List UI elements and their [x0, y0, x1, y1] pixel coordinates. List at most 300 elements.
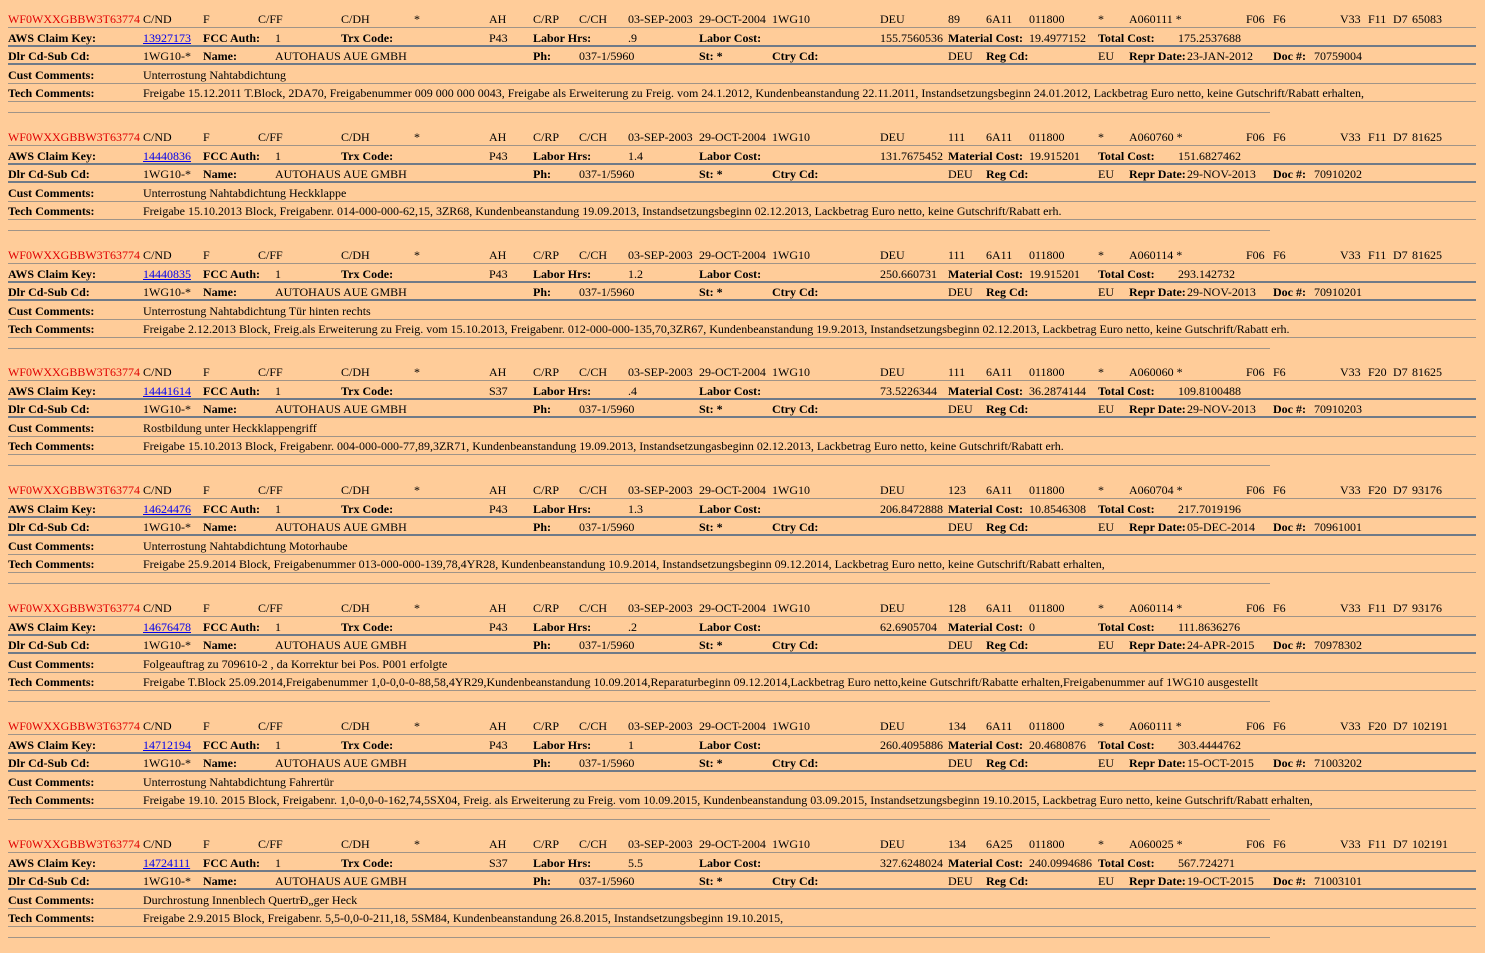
trx-code-value: P43	[489, 737, 508, 752]
v33-value: V33	[1340, 129, 1361, 144]
end-value: 93176	[1412, 601, 1442, 615]
mileage-value: 134	[948, 836, 966, 851]
repr-date-value: 23-JAN-2012	[1187, 49, 1253, 63]
star-value: *	[1098, 483, 1104, 498]
claim-key-link[interactable]: 14440835	[143, 266, 191, 281]
part-code: 6A11	[986, 12, 1013, 26]
star-value: *	[414, 12, 420, 26]
cdh-label: C/DH	[341, 12, 370, 26]
d7-value: D7	[1393, 601, 1408, 615]
v33-value: V33	[1340, 12, 1361, 26]
labor-cost-label: Labor Cost:	[699, 31, 762, 45]
star-value: *	[1098, 836, 1104, 851]
part-number: 011800	[1029, 483, 1065, 498]
repr-date-value: 29-NOV-2013	[1187, 402, 1256, 417]
labor-cost-value: 155.7560536	[880, 31, 943, 45]
claim-key-link[interactable]: 14676478	[143, 620, 191, 634]
cust-comments-label: Cust Comments:	[8, 657, 95, 671]
phone-label: Ph:	[533, 49, 551, 63]
phone-label: Ph:	[533, 873, 551, 888]
f-value: F	[203, 601, 210, 615]
claim-row	[8, 717, 1476, 735]
cdh-label: C/DH	[341, 601, 370, 615]
trx-code-value: S37	[489, 855, 508, 870]
end-value: 81625	[1412, 247, 1442, 262]
crp-label: C/RP	[533, 836, 560, 851]
reg-cd-label: Reg Cd:	[986, 284, 1029, 299]
claim-row	[8, 673, 1476, 691]
country-code: DEU	[880, 718, 905, 733]
part-code: 6A25	[986, 836, 1013, 851]
crp-label: C/RP	[533, 365, 560, 380]
phone-label: Ph:	[533, 166, 551, 181]
mileage-value: 123	[948, 483, 966, 498]
causal-part-code: A060114 *	[1129, 247, 1183, 262]
f-value: F	[203, 365, 210, 380]
claim-row	[8, 500, 1476, 518]
repr-date-label: Repr Date:	[1129, 520, 1186, 535]
fcc-auth-label: FCC Auth:	[203, 855, 261, 870]
reg-cd-label: Reg Cd:	[986, 520, 1029, 535]
mileage-value: 111	[948, 365, 966, 380]
material-cost-label: Material Cost:	[948, 620, 1023, 634]
end-value: 93176	[1412, 483, 1442, 498]
total-cost-label: Total Cost:	[1098, 855, 1155, 870]
labor-hrs-label: Labor Hrs:	[533, 620, 592, 634]
labor-hrs-value: 5.5	[628, 855, 643, 870]
reg-cd-value: EU	[1098, 402, 1114, 417]
vin-text: WF0WXXGBBW3T63774	[8, 836, 140, 851]
cff-label: C/FF	[258, 601, 283, 615]
cff-label: C/FF	[258, 836, 283, 851]
cdh-label: C/DH	[341, 365, 370, 380]
labor-cost-label: Labor Cost:	[699, 855, 762, 870]
labor-cost-value: 327.6248024	[880, 855, 943, 870]
repr-date-value: 05-DEC-2014	[1187, 520, 1255, 535]
ctry-cd-label: Ctry Cd:	[772, 520, 819, 535]
fcc-auth-label: FCC Auth:	[203, 620, 261, 634]
production-date: 03-SEP-2003	[628, 365, 693, 380]
record-separator	[8, 819, 1270, 820]
ah-label: AH	[489, 129, 507, 144]
claim-row	[8, 537, 1476, 555]
production-date: 03-SEP-2003	[628, 601, 693, 615]
star-value: *	[414, 129, 420, 144]
ctry-cd-value: DEU	[948, 402, 973, 417]
dealer-name: AUTOHAUS AUE GMBH	[275, 166, 407, 181]
cust-comments-text: Unterrostung Nahtabdichtung	[143, 68, 286, 82]
labor-hrs-value: 1.3	[628, 502, 643, 517]
fcc-auth-value: 1	[275, 502, 281, 517]
total-cost-value: 175.2537688	[1178, 31, 1241, 45]
labor-hrs-value: 1	[628, 737, 634, 752]
record-separator	[8, 583, 1270, 584]
cch-label: C/CH	[579, 12, 608, 26]
repr-date-label: Repr Date:	[1129, 402, 1186, 417]
v33-value: V33	[1340, 483, 1361, 498]
fcc-auth-label: FCC Auth:	[203, 384, 261, 399]
f6-value: F6	[1273, 836, 1286, 851]
total-cost-value: 567.724271	[1178, 855, 1235, 870]
claim-row	[8, 555, 1476, 573]
f06-value: F06	[1246, 836, 1265, 851]
v33-value: V33	[1340, 247, 1361, 262]
doc-no-label: Doc #:	[1273, 755, 1306, 770]
dlr-cd-value: 1WG10-*	[143, 284, 191, 299]
v33-value: V33	[1340, 365, 1361, 380]
mileage-value: 134	[948, 718, 966, 733]
mileage-value: 128	[948, 601, 966, 615]
v33-value: V33	[1340, 836, 1361, 851]
material-cost-value: 20.4680876	[1029, 737, 1086, 752]
total-cost-value: 303.4444762	[1178, 737, 1241, 752]
claim-row	[8, 437, 1476, 455]
dlr-cd-value: 1WG10-*	[143, 166, 191, 181]
vin-text: WF0WXXGBBW3T63774	[8, 483, 140, 498]
part-code: 6A11	[986, 129, 1013, 144]
trx-code-value: P43	[489, 620, 508, 634]
aws-claim-key-label: AWS Claim Key:	[8, 502, 96, 517]
d7-value: D7	[1393, 718, 1408, 733]
crp-label: C/RP	[533, 12, 560, 26]
part-code: 6A11	[986, 718, 1013, 733]
reg-cd-label: Reg Cd:	[986, 755, 1029, 770]
tech-comments-text: Freigabe 2.12.2013 Block, Freig.als Erweiterung zu Freig. vom 15.10.2013, Freigabenr. 012-000-000-135,70,3ZR67, Kundenbeanstandung 19.9.2013, Instandsetzungsbeginn 02.12.2013, Lackbetrag Euro netto, keine Gutschrift/Rabatt erh.	[143, 321, 1290, 336]
star-value: *	[1098, 718, 1104, 733]
production-date: 03-SEP-2003	[628, 483, 693, 498]
ctry-cd-value: DEU	[948, 755, 973, 770]
labor-hrs-value: .4	[628, 384, 637, 399]
state-label: St: *	[699, 166, 723, 181]
claim-key-link[interactable]: 13927173	[143, 31, 191, 45]
cch-label: C/CH	[579, 365, 608, 380]
claim-key-link[interactable]: 14441614	[143, 384, 191, 399]
aws-claim-key-label: AWS Claim Key:	[8, 384, 96, 399]
phone-value: 037-1/5960	[579, 166, 635, 181]
dlr-cd-sub-cd-label: Dlr Cd-Sub Cd:	[8, 284, 90, 299]
reg-cd-value: EU	[1098, 49, 1114, 63]
crp-label: C/RP	[533, 129, 560, 144]
cust-comments-label: Cust Comments:	[8, 774, 95, 789]
claim-row	[8, 854, 1476, 872]
trx-code-label: Trx Code:	[341, 266, 394, 281]
reg-cd-value: EU	[1098, 166, 1114, 181]
state-label: St: *	[699, 520, 723, 535]
record-separator	[8, 348, 1270, 349]
reg-cd-value: EU	[1098, 755, 1114, 770]
production-date: 03-SEP-2003	[628, 836, 693, 851]
labor-hrs-label: Labor Hrs:	[533, 855, 592, 870]
causal-part-code: A060111 *	[1129, 12, 1182, 26]
fcc-auth-value: 1	[275, 266, 281, 281]
country-code: DEU	[880, 601, 905, 615]
tech-comments-text: Freigabe 15.10.2013 Block, Freigabenr. 004-000-000-77,89,3ZR71, Kundenbeanstandung 19.09.2013, Instandsetzungasbeginn 02.12.2013, Lackbetrag Euro netto, keine Gutschrift/Rabatt erh.	[143, 439, 1064, 454]
trx-code-label: Trx Code:	[341, 855, 394, 870]
labor-hrs-label: Labor Hrs:	[533, 737, 592, 752]
ctry-cd-label: Ctry Cd:	[772, 49, 819, 63]
ctry-cd-label: Ctry Cd:	[772, 166, 819, 181]
v33-value: V33	[1340, 601, 1361, 615]
repr-date-value: 29-NOV-2013	[1187, 284, 1256, 299]
ah-label: AH	[489, 247, 507, 262]
star-value: *	[414, 601, 420, 615]
name-label: Name:	[203, 284, 237, 299]
aws-claim-key-label: AWS Claim Key:	[8, 620, 96, 634]
claim-row	[8, 283, 1476, 301]
material-cost-label: Material Cost:	[948, 148, 1023, 163]
claim-row	[8, 599, 1476, 617]
labor-cost-label: Labor Cost:	[699, 620, 762, 634]
production-date: 03-SEP-2003	[628, 12, 693, 26]
aws-claim-key-label: AWS Claim Key:	[8, 148, 96, 163]
ah-label: AH	[489, 601, 507, 615]
aws-claim-key-label: AWS Claim Key:	[8, 266, 96, 281]
cnd-label: C/ND	[143, 718, 172, 733]
warranty-start-date: 29-OCT-2004	[699, 129, 766, 144]
mileage-value: 111	[948, 247, 966, 262]
cust-comments-label: Cust Comments:	[8, 185, 95, 200]
repr-date-label: Repr Date:	[1129, 755, 1186, 770]
ah-label: AH	[489, 365, 507, 380]
ctry-cd-value: DEU	[948, 638, 973, 652]
cust-comments-text: Unterrostung Nahtabdichtung Fahrertür	[143, 774, 334, 789]
claim-row	[8, 891, 1476, 909]
d7-value: D7	[1393, 129, 1408, 144]
dealer-code: 1WG10	[772, 601, 810, 615]
star-value: *	[1098, 365, 1104, 380]
crp-label: C/RP	[533, 601, 560, 615]
repr-date-value: 19-OCT-2015	[1187, 873, 1254, 888]
f-code-value: F11	[1368, 129, 1387, 144]
doc-no-value: 71003101	[1314, 873, 1362, 888]
cust-comments-label: Cust Comments:	[8, 892, 95, 907]
cnd-label: C/ND	[143, 12, 172, 26]
f-code-value: F11	[1368, 247, 1387, 262]
ah-label: AH	[489, 718, 507, 733]
cch-label: C/CH	[579, 129, 608, 144]
star-value: *	[414, 718, 420, 733]
tech-comments-label: Tech Comments:	[8, 86, 95, 100]
claim-key-link[interactable]: 14440836	[143, 148, 191, 163]
cff-label: C/FF	[258, 483, 283, 498]
claim-row	[8, 265, 1476, 283]
repr-date-value: 15-OCT-2015	[1187, 755, 1254, 770]
end-value: 102191	[1412, 836, 1448, 851]
phone-label: Ph:	[533, 284, 551, 299]
end-value: 81625	[1412, 365, 1442, 380]
fcc-auth-value: 1	[275, 384, 281, 399]
material-cost-label: Material Cost:	[948, 384, 1023, 399]
labor-cost-value: 260.4095886	[880, 737, 943, 752]
dlr-cd-value: 1WG10-*	[143, 49, 191, 63]
dealer-name: AUTOHAUS AUE GMBH	[275, 638, 407, 652]
part-number: 011800	[1029, 247, 1065, 262]
doc-no-label: Doc #:	[1273, 402, 1306, 417]
total-cost-label: Total Cost:	[1098, 737, 1155, 752]
material-cost-value: 19.915201	[1029, 148, 1080, 163]
f-value: F	[203, 483, 210, 498]
dlr-cd-sub-cd-label: Dlr Cd-Sub Cd:	[8, 49, 90, 63]
doc-no-value: 71003202	[1314, 755, 1362, 770]
dealer-name: AUTOHAUS AUE GMBH	[275, 49, 407, 63]
record-separator	[8, 112, 1270, 113]
claim-record	[0, 835, 1485, 953]
cch-label: C/CH	[579, 601, 608, 615]
f-code-value: F20	[1368, 483, 1387, 498]
trx-code-label: Trx Code:	[341, 620, 394, 634]
f-code-value: F11	[1368, 601, 1387, 615]
repr-date-label: Repr Date:	[1129, 284, 1186, 299]
repr-date-label: Repr Date:	[1129, 873, 1186, 888]
claim-key-link[interactable]: 14724111	[143, 855, 191, 870]
fcc-auth-value: 1	[275, 737, 281, 752]
d7-value: D7	[1393, 247, 1408, 262]
labor-hrs-label: Labor Hrs:	[533, 148, 592, 163]
dlr-cd-sub-cd-label: Dlr Cd-Sub Cd:	[8, 755, 90, 770]
star-value: *	[1098, 601, 1104, 615]
claim-row	[8, 128, 1476, 146]
d7-value: D7	[1393, 12, 1408, 26]
f6-value: F6	[1273, 718, 1286, 733]
phone-label: Ph:	[533, 638, 551, 652]
trx-code-label: Trx Code:	[341, 737, 394, 752]
doc-no-value: 70961001	[1314, 520, 1362, 535]
f-value: F	[203, 12, 210, 26]
crp-label: C/RP	[533, 247, 560, 262]
claim-key-link[interactable]: 14712194	[143, 737, 191, 752]
dealer-code: 1WG10	[772, 836, 810, 851]
claim-row	[8, 400, 1476, 418]
material-cost-value: 19.4977152	[1029, 31, 1086, 45]
ctry-cd-label: Ctry Cd:	[772, 873, 819, 888]
doc-no-label: Doc #:	[1273, 520, 1306, 535]
fcc-auth-value: 1	[275, 620, 281, 634]
cff-label: C/FF	[258, 129, 283, 144]
claim-key-link[interactable]: 14624476	[143, 502, 191, 517]
f-value: F	[203, 129, 210, 144]
total-cost-value: 151.6827462	[1178, 148, 1241, 163]
doc-no-value: 70978302	[1314, 638, 1362, 652]
f6-value: F6	[1273, 365, 1286, 380]
claim-row	[8, 302, 1476, 320]
labor-cost-value: 206.8472888	[880, 502, 943, 517]
country-code: DEU	[880, 12, 905, 26]
vin-text: WF0WXXGBBW3T63774	[8, 129, 140, 144]
reg-cd-value: EU	[1098, 638, 1114, 652]
claim-row	[8, 29, 1476, 47]
state-label: St: *	[699, 873, 723, 888]
material-cost-value: 0	[1029, 620, 1035, 634]
dlr-cd-sub-cd-label: Dlr Cd-Sub Cd:	[8, 166, 90, 181]
trx-code-value: P43	[489, 266, 508, 281]
star-value: *	[1098, 12, 1104, 26]
dealer-code: 1WG10	[772, 718, 810, 733]
dlr-cd-value: 1WG10-*	[143, 402, 191, 417]
repr-date-value: 29-NOV-2013	[1187, 166, 1256, 181]
claim-row	[8, 754, 1476, 772]
reg-cd-label: Reg Cd:	[986, 638, 1029, 652]
total-cost-label: Total Cost:	[1098, 384, 1155, 399]
warranty-start-date: 29-OCT-2004	[699, 247, 766, 262]
f06-value: F06	[1246, 129, 1265, 144]
doc-no-value: 70910201	[1314, 284, 1362, 299]
dlr-cd-value: 1WG10-*	[143, 638, 191, 652]
f6-value: F6	[1273, 483, 1286, 498]
labor-cost-label: Labor Cost:	[699, 737, 762, 752]
claim-row	[8, 320, 1476, 338]
tech-comments-label: Tech Comments:	[8, 321, 95, 336]
claim-row	[8, 382, 1476, 400]
labor-cost-label: Labor Cost:	[699, 384, 762, 399]
cust-comments-label: Cust Comments:	[8, 303, 95, 318]
vin-text: WF0WXXGBBW3T63774	[8, 365, 140, 380]
phone-value: 037-1/5960	[579, 873, 635, 888]
claim-row	[8, 363, 1476, 381]
part-number: 011800	[1029, 129, 1065, 144]
part-code: 6A11	[986, 365, 1013, 380]
record-separator	[8, 230, 1270, 231]
f06-value: F06	[1246, 601, 1265, 615]
reg-cd-label: Reg Cd:	[986, 49, 1029, 63]
part-number: 011800	[1029, 718, 1065, 733]
material-cost-value: 19.915201	[1029, 266, 1080, 281]
trx-code-label: Trx Code:	[341, 384, 394, 399]
part-number: 011800	[1029, 601, 1065, 615]
f-code-value: F11	[1368, 12, 1387, 26]
claim-row	[8, 165, 1476, 183]
star-value: *	[414, 836, 420, 851]
tech-comments-label: Tech Comments:	[8, 203, 95, 218]
f-code-value: F11	[1368, 836, 1387, 851]
d7-value: D7	[1393, 483, 1408, 498]
trx-code-value: P43	[489, 148, 508, 163]
labor-hrs-value: .2	[628, 620, 637, 634]
reg-cd-label: Reg Cd:	[986, 166, 1029, 181]
causal-part-code: A060760 *	[1129, 129, 1183, 144]
part-code: 6A11	[986, 601, 1013, 615]
labor-hrs-label: Labor Hrs:	[533, 502, 592, 517]
fcc-auth-label: FCC Auth:	[203, 266, 261, 281]
cust-comments-text: Rostbildung unter Heckklappengriff	[143, 421, 317, 436]
claim-record	[0, 363, 1485, 481]
total-cost-label: Total Cost:	[1098, 31, 1155, 45]
claim-row	[8, 636, 1476, 654]
star-value: *	[414, 483, 420, 498]
ctry-cd-value: DEU	[948, 520, 973, 535]
material-cost-label: Material Cost:	[948, 266, 1023, 281]
cust-comments-text: Durchrostung Innenblech QuertrÐ„ger Heck	[143, 892, 358, 907]
ctry-cd-label: Ctry Cd:	[772, 755, 819, 770]
f06-value: F06	[1246, 483, 1265, 498]
cnd-label: C/ND	[143, 836, 172, 851]
dlr-cd-value: 1WG10-*	[143, 873, 191, 888]
total-cost-label: Total Cost:	[1098, 502, 1155, 517]
claim-row	[8, 10, 1476, 28]
cnd-label: C/ND	[143, 483, 172, 498]
claim-row	[8, 618, 1476, 636]
crp-label: C/RP	[533, 483, 560, 498]
ah-label: AH	[489, 836, 507, 851]
aws-claim-key-label: AWS Claim Key:	[8, 855, 96, 870]
v33-value: V33	[1340, 718, 1361, 733]
cust-comments-text: Unterrostung Nahtabdichtung Tür hinten rechts	[143, 303, 371, 318]
tech-comments-label: Tech Comments:	[8, 439, 95, 454]
d7-value: D7	[1393, 836, 1408, 851]
dlr-cd-value: 1WG10-*	[143, 520, 191, 535]
claim-row	[8, 518, 1476, 536]
aws-claim-key-label: AWS Claim Key:	[8, 737, 96, 752]
name-label: Name:	[203, 638, 237, 652]
